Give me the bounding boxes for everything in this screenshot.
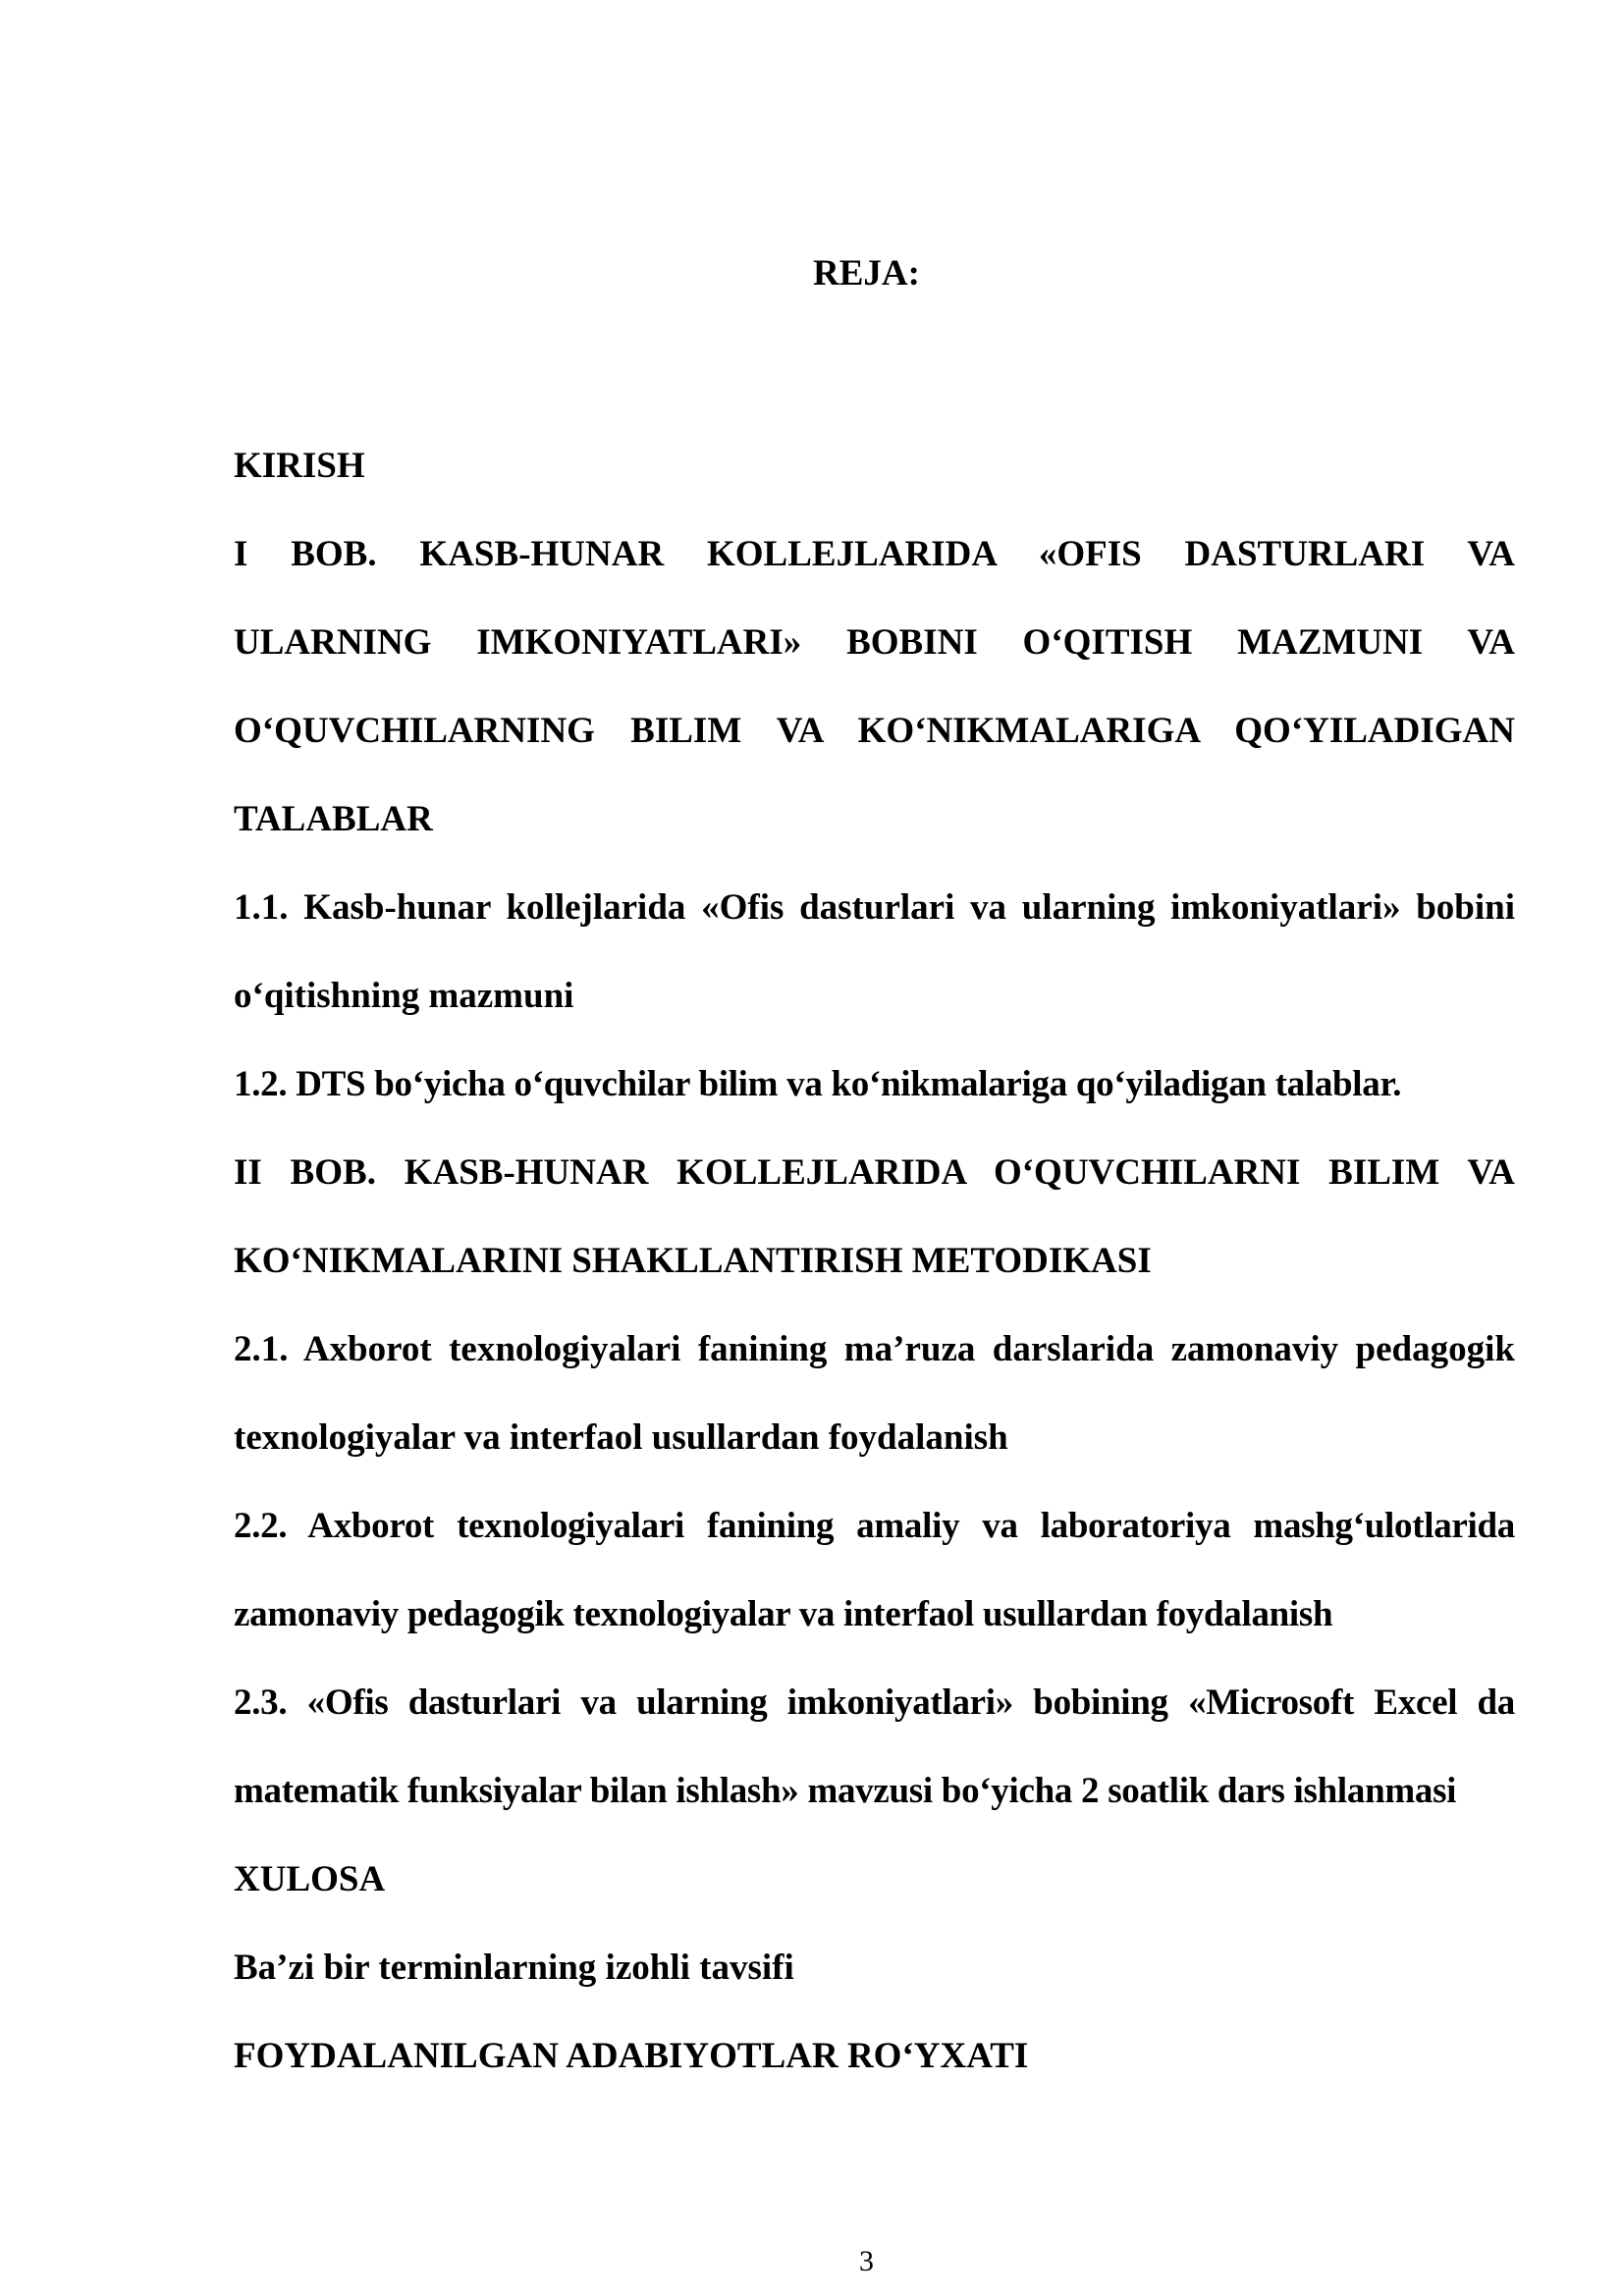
- toc-item-section-1-2: 1.2. DTS bo‘yicha o‘quvchilar bilim va ko‘nikmalariga qo‘yiladigan talablar.: [234, 1064, 1402, 1104]
- toc-item-conclusion: XULOSA: [234, 1859, 386, 1899]
- toc-item-chapter-2: II BOB. KASB-HUNAR KOLLEJLARIDA O‘QUVCHILARNI BILIM VA KO‘NIKMALARINI SHAKLLANTIRISH METODIKASI: [234, 1152, 1515, 1281]
- table-of-contents: [234, 422, 1515, 2101]
- toc-item-section-1-1: 1.1. Kasb-hunar kollejlarida «Ofis dasturlari va ularning imkoniyatlari» bobini o‘qitishning mazmuni: [234, 887, 1515, 1016]
- toc-item-glossary: Ba’zi bir terminlarning izohli tavsifi: [234, 1948, 794, 1988]
- toc-item-section-2-2: 2.2. Axborot texnologiyalari fanining amaliy va laboratoriya mashg‘ulotlarida zamonaviy pedagogik texnologiyalar va interfaol usullardan foydalanish: [234, 1506, 1515, 1634]
- toc-item-section-2-1: 2.1. Axborot texnologiyalari fanining ma’ruza darslarida zamonaviy pedagogik texnologiyalar va interfaol usullardan foydalanish: [234, 1329, 1515, 1458]
- page-number: 3: [859, 2245, 874, 2277]
- toc-item-chapter-1: I BOB. KASB-HUNAR KOLLEJLARIDA «OFIS DASTURLARI VA ULARNING IMKONIYATLARI» BOBINI O‘QITISH MAZMUNI VA O‘QUVCHILARNING BILIM VA KO‘NIKMALARIGA QO‘YILADIGAN TALABLAR: [234, 534, 1515, 839]
- toc-item-introduction: KIRISH: [234, 446, 365, 486]
- page-title: REJA:: [813, 253, 920, 294]
- toc-item-references: FOYDALANILGAN ADABIYOTLAR RO‘YXATI: [234, 2036, 1029, 2076]
- toc-item-section-2-3: 2.3. «Ofis dasturlari va ularning imkoniyatlari» bobining «Microsoft Excel da matematik funksiyalar bilan ishlash» mavzusi bo‘yicha 2 soatlik dars ishlanmasi: [234, 1682, 1515, 1811]
